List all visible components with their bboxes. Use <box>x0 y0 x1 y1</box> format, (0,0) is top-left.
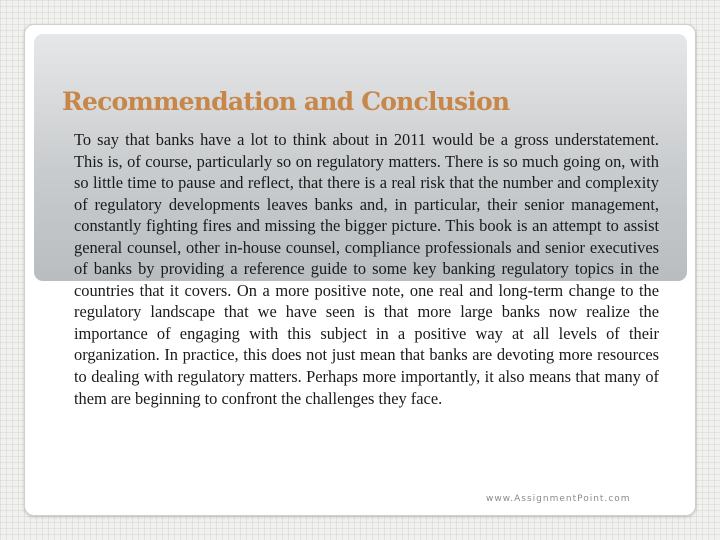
watermark-text: www.AssignmentPoint.com <box>486 494 631 504</box>
body-paragraph: To say that banks have a lot to think about in 2011 would be a gross understatement. This is, of course, particularly so on regulatory matters. There is so much going on, with so little time to pause and reflect, that there is a real risk that the number and complexity of regulatory developments leaves banks and, in particular, their senior management, constantly fighting fires and missing the bigger picture. This book is an attempt to assist general counsel, other in-house counsel, compliance professionals and senior executives of banks by providing a reference guide to some key banking regulatory topics in the countries that it covers. On a more positive note, one real and long-term change to the regulatory landscape that we have seen is that more large banks now realize the importance of engaging with this subject in a positive way at all levels of their organization. In practice, this does not just mean that banks are devoting more resources to dealing with regulatory matters. Perhaps more importantly, it also means that many of them are beginning to confront the challenges they face. <box>74 130 659 408</box>
slide-card <box>24 24 696 516</box>
slide-title: Recommendation and Conclusion <box>62 87 510 116</box>
